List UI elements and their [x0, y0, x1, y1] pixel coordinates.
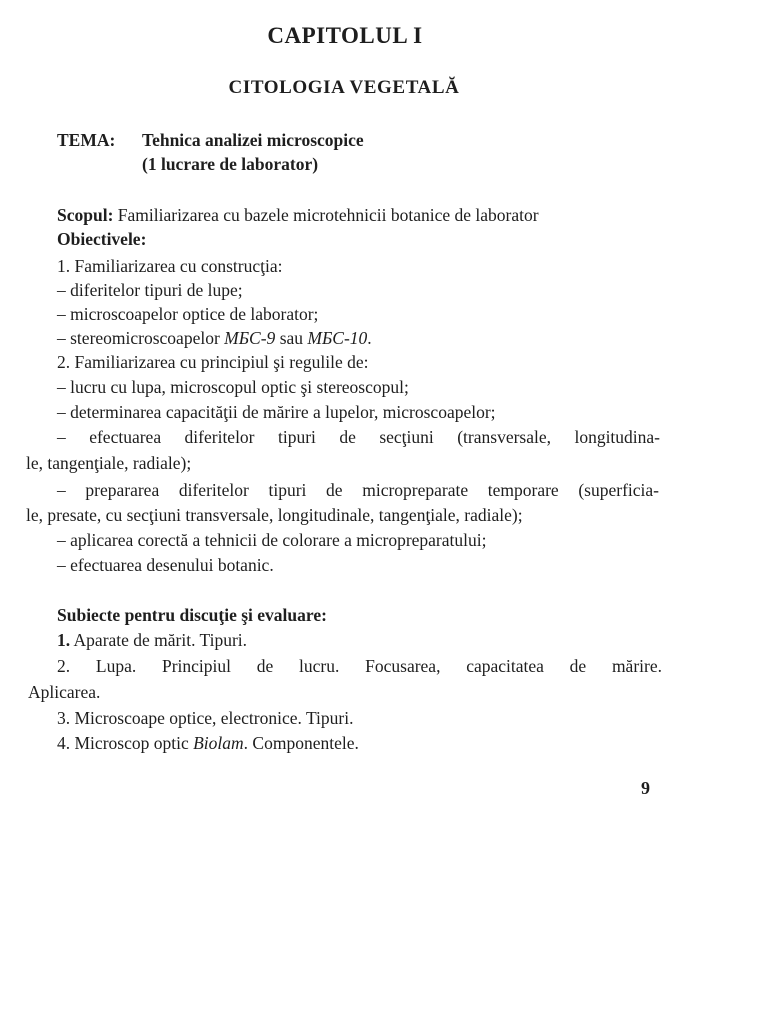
scopul-line	[57, 203, 539, 227]
objective-line: – efectuarea desenului botanic.	[57, 555, 274, 575]
objective-line: – determinarea capacităţii de mărire a lupelor, microscoapelor;	[57, 402, 496, 422]
objective-line: le, presate, cu secţiuni transversale, longitudinale, tangenţiale, radiale);	[26, 505, 523, 525]
tema-title-line2: (1 lucrare de laborator)	[142, 154, 319, 174]
subiecte-item-1	[57, 628, 247, 652]
subiecte-item-1-number: 1.	[57, 630, 71, 650]
subiecte-item-1-text: Aparate de mărit. Tipuri.	[70, 630, 248, 650]
subiecte-item-4-suffix: . Componentele.	[243, 733, 359, 753]
objective-line: – efectuarea diferitelor tipuri de secţiuni (transversale, longitudina-	[57, 427, 660, 447]
scopul-text: Familiarizarea cu bazele microtehnicii botanice de laborator	[117, 205, 539, 225]
objective-line: le, tangenţiale, radiale);	[26, 453, 192, 473]
objective-line: 2. Familiarizarea cu principiul şi regulile de:	[57, 352, 369, 372]
subiecte-heading: Subiecte pentru discuţie şi evaluare:	[57, 605, 327, 625]
scopul-label: Scopul:	[57, 205, 114, 225]
objective-line: – microscoapelor optice de laborator;	[57, 304, 319, 324]
stereo-model-1: МБС-9	[224, 328, 276, 348]
stereo-suffix: .	[367, 328, 372, 348]
tema-title-line1: Tehnica analizei microscopice	[142, 130, 364, 150]
obiectivele-label: Obiectivele:	[57, 229, 147, 249]
objective-line: – lucru cu lupa, microscopul optic şi stereoscopul;	[57, 377, 409, 397]
section-subtitle: CITOLOGIA VEGETALĂ	[228, 77, 460, 98]
subiecte-item-2-continued: Aplicarea.	[28, 682, 101, 702]
subiecte-item-4	[57, 731, 359, 755]
stereo-middle: sau	[275, 328, 308, 348]
subiecte-item-4-prefix: 4. Microscop optic	[57, 733, 194, 753]
objective-line-stereo	[57, 326, 372, 350]
objective-line: – aplicarea corectă a tehnicii de colorare a micropreparatului;	[57, 530, 487, 550]
page-number: 9	[641, 778, 650, 798]
microscope-name: Biolam	[193, 733, 244, 753]
objective-line: – diferitelor tipuri de lupe;	[57, 280, 243, 300]
chapter-heading: CAPITOLUL I	[267, 23, 423, 48]
objective-line: 1. Familiarizarea cu construcţia:	[57, 256, 283, 276]
objective-line: – prepararea diferitelor tipuri de micropreparate temporare (superficia-	[57, 480, 659, 500]
subiecte-item-3: 3. Microscoape optice, electronice. Tipuri.	[57, 708, 354, 728]
stereo-model-2: МБС-10	[307, 328, 368, 348]
tema-label: TEMA:	[57, 130, 116, 150]
stereo-prefix: – stereomicroscoapelor	[57, 328, 225, 348]
subiecte-item-2: 2. Lupa. Principiul de lucru. Focusarea, capacitatea de mărire.	[57, 656, 662, 676]
